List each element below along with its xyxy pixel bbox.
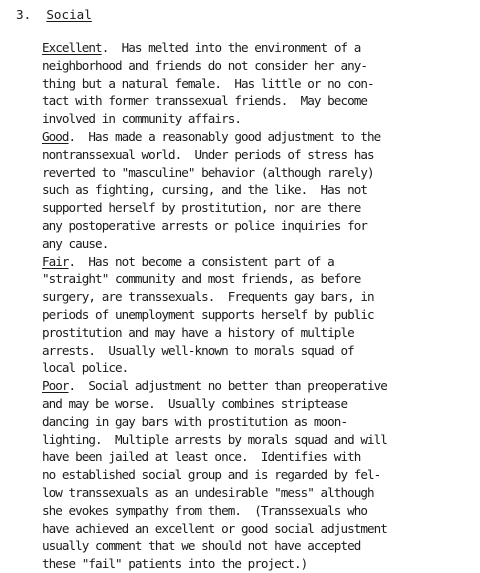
- rating-term: Good: [42, 128, 69, 144]
- section-heading: [16, 6, 92, 24]
- text-line: [42, 413, 478, 431]
- text-line: [42, 431, 478, 449]
- text-line: [42, 75, 478, 93]
- line-text: these "fail" patients into the project.): [42, 556, 308, 572]
- text-line: [42, 359, 478, 377]
- line-text: reverted to "masculine" behavior (although rarely): [42, 164, 374, 180]
- text-line: [42, 342, 478, 360]
- line-text: any cause.: [42, 235, 109, 251]
- line-text: supported herself by prostitution, nor are there: [42, 200, 361, 216]
- line-text: such as fighting, cursing, and the like. Has not: [42, 182, 367, 198]
- line-text: periods of unemployment supports herself by public: [42, 306, 374, 322]
- text-line: [42, 520, 478, 538]
- text-line: [42, 39, 478, 57]
- line-text: dancing in gay bars with prostitution as moon-: [42, 413, 348, 429]
- line-text: tact with former transsexual friends. May become: [42, 93, 367, 109]
- section-number: 3.: [16, 7, 32, 22]
- text-line: [42, 555, 478, 573]
- section-body: [42, 39, 478, 573]
- text-line: [42, 448, 478, 466]
- line-text: local police.: [42, 360, 129, 376]
- text-line: [42, 466, 478, 484]
- text-line: [42, 164, 478, 182]
- line-text: no established social group and is regarded by fel-: [42, 467, 381, 483]
- text-line: [42, 110, 478, 128]
- text-line: [42, 377, 478, 395]
- text-line: [42, 484, 478, 502]
- line-text: prostitution and may have a history of multiple: [42, 324, 354, 340]
- rating-term: Fair: [42, 253, 69, 269]
- line-text: involved in community affairs.: [42, 111, 241, 127]
- rating-term: Poor: [42, 378, 69, 394]
- line-text: have achieved an excellent or good social adjustment: [42, 520, 387, 536]
- section-title: Social: [46, 7, 92, 22]
- line-text: and may be worse. Usually combines striptease: [42, 395, 348, 411]
- text-line: [42, 324, 478, 342]
- line-text: . Has not become a consistent part of a: [68, 253, 334, 269]
- text-line: [42, 92, 478, 110]
- text-line: [42, 253, 478, 271]
- text-line: [42, 146, 478, 164]
- line-text: have been jailed at least once. Identifies with: [42, 449, 361, 465]
- line-text: nontranssexual world. Under periods of stress has: [42, 146, 374, 162]
- line-text: . Has made a reasonably good adjustment to the: [68, 128, 381, 144]
- line-text: arrests. Usually well-known to morals squad of: [42, 342, 354, 358]
- line-text: lighting. Multiple arrests by morals squad and will: [42, 431, 387, 447]
- text-line: [42, 288, 478, 306]
- text-line: [42, 235, 478, 253]
- line-text: low transsexuals as an undesirable "mess" although: [42, 484, 374, 500]
- rating-term: Excellent: [42, 40, 102, 55]
- line-text: "straight" community and most friends, as before: [42, 271, 361, 287]
- text-line: [42, 306, 478, 324]
- line-text: . Has melted into the environment of a: [101, 40, 361, 55]
- text-line: [42, 57, 478, 75]
- text-line: [42, 217, 478, 235]
- line-text: . Social adjustment no better than preoperative: [68, 378, 387, 394]
- line-text: any postoperative arrests or police inquiries for: [42, 217, 367, 233]
- text-line: [42, 128, 478, 146]
- line-text: surgery, are transsexuals. Frequents gay bars, in: [42, 289, 374, 305]
- text-line: [42, 181, 478, 199]
- line-text: she evokes sympathy from them. (Transsexuals who: [42, 502, 367, 518]
- line-text: neighborhood and friends do not consider her any-: [42, 57, 367, 73]
- text-line: [42, 502, 478, 520]
- line-text: usually comment that we should not have accepted: [42, 538, 361, 554]
- text-line: [42, 270, 478, 288]
- text-line: [42, 199, 478, 217]
- text-line: [42, 395, 478, 413]
- line-text: thing but a natural female. Has little or no con-: [42, 75, 374, 91]
